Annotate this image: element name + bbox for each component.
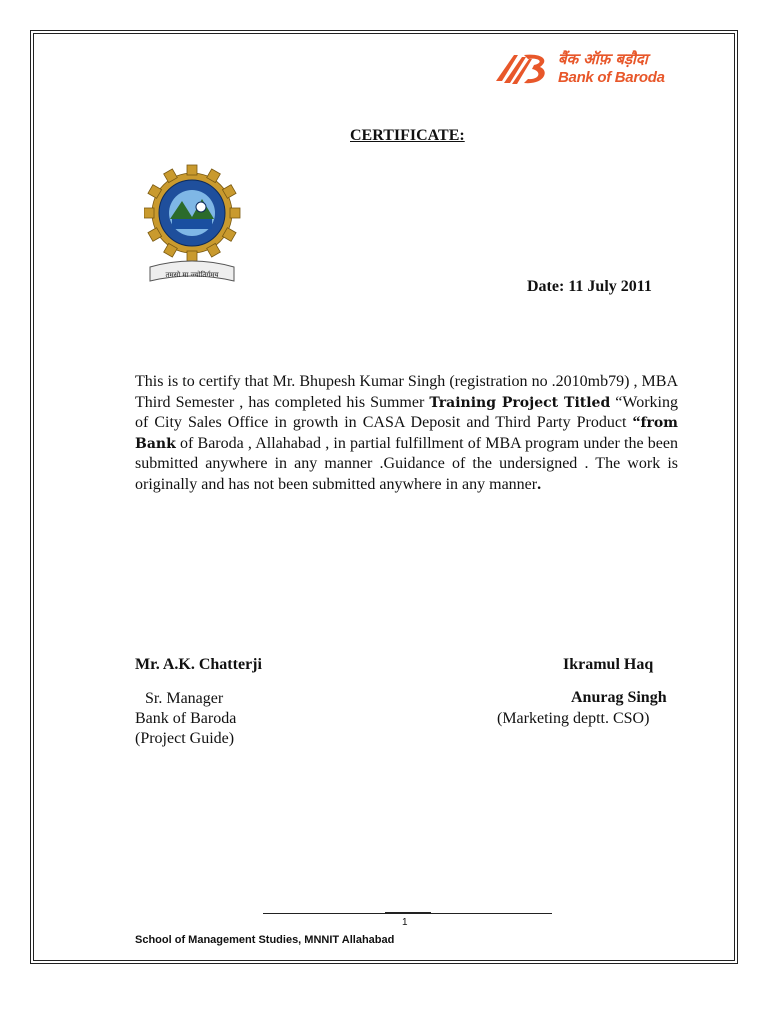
certificate-date: Date: 11 July 2011 xyxy=(527,278,652,295)
body-part-3: of Baroda , Allahabad , in partial fulfillment of MBA program under the been submitted anywhere in any manner .Guidance of the undersigned . The work is originally and has not been submitted anywhere in any manner xyxy=(135,434,678,493)
body-part-2: “Working of City Sales Office in growth in CASA Deposit and Third Party Product xyxy=(135,393,678,431)
right-signatory-name: Ikramul Haq xyxy=(563,656,654,673)
left-signatory-role: (Project Guide) xyxy=(135,730,235,747)
left-signatory-org: Bank of Baroda xyxy=(135,710,237,727)
left-signatory-name: Mr. A.K. Chatterji xyxy=(135,656,262,673)
mnnit-emblem xyxy=(144,155,242,295)
footer-institution: School of Management Studies, MNNIT Allahabad xyxy=(135,934,395,946)
page-border-inner xyxy=(33,33,735,961)
bank-of-baroda-mark-icon xyxy=(494,51,550,87)
quote-close: “ xyxy=(632,414,641,431)
page-number: 1 xyxy=(402,917,408,928)
logo-english-text: Bank of Baroda xyxy=(558,69,665,86)
left-signatory-title: Sr. Manager xyxy=(145,690,224,707)
body-period: . xyxy=(537,475,542,493)
page-title: CERTIFICATE: xyxy=(350,127,465,144)
logo-hindi-text: बैंक ऑफ़ बड़ौदा xyxy=(558,50,648,68)
bank-of-baroda-logo xyxy=(494,47,684,91)
from-bank-text: from Bank xyxy=(135,415,678,452)
right-signatory-name-2: Anurag Singh xyxy=(571,689,667,706)
training-label: Training Project Titled xyxy=(429,394,611,411)
footer-page-tick xyxy=(385,912,431,914)
emblem-motto: तमसो मा ज्योतिर्गमय xyxy=(165,271,219,279)
body-part-1: This is to certify that Mr. Bhupesh Kumar Singh (registration no .2010mb79) , MBA Third Semester , has completed his Summer xyxy=(135,373,678,411)
certificate-body xyxy=(135,372,678,495)
right-signatory-role: (Marketing deptt. CSO) xyxy=(497,710,650,727)
